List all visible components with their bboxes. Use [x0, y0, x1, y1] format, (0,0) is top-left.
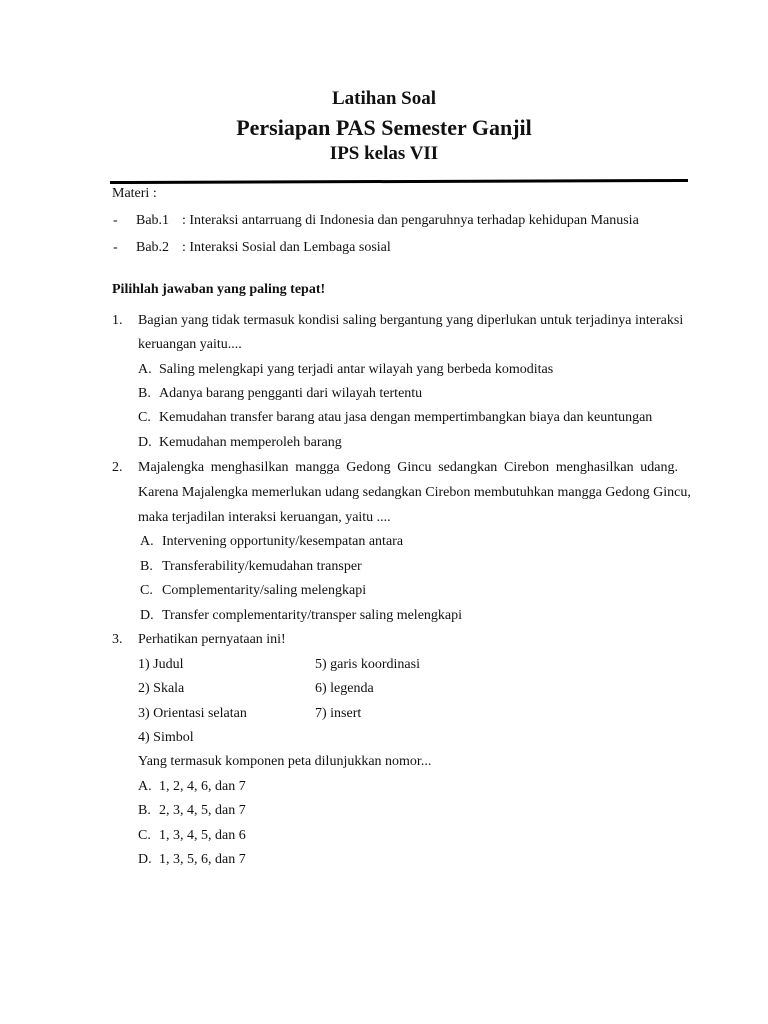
option-letter: B.: [138, 386, 151, 401]
option-letter: B.: [138, 803, 151, 818]
option-text: Transfer complementarity/transper saling melengkapi: [162, 608, 463, 623]
option-letter: D.: [140, 608, 154, 623]
option-letter: D.: [138, 435, 152, 450]
option-letter: D.: [138, 852, 152, 867]
document-subtitle: Persiapan PAS Semester Ganjil: [236, 115, 532, 140]
map-component-item: 1) Judul: [138, 657, 184, 672]
map-component-item: 3) Orientasi selatan: [138, 706, 247, 721]
option-letter: A.: [138, 779, 152, 794]
document-title: Latihan Soal: [331, 88, 436, 109]
map-component-item: 5) garis koordinasi: [315, 657, 420, 672]
question-number: 2.: [112, 460, 123, 475]
map-component-item: 4) Simbol: [138, 730, 194, 745]
option-letter: A.: [140, 534, 154, 549]
option-letter: C.: [140, 583, 153, 598]
question-number: 1.: [112, 313, 123, 328]
document-class-title: IPS kelas VII: [329, 143, 439, 164]
map-component-item: 7) insert: [315, 706, 362, 721]
option-letter: C.: [138, 410, 151, 425]
header-divider: [110, 179, 688, 184]
question-text-line: Karena Majalengka memerlukan udang sedangkan Cirebon membutuhkan mangga Gedong Gincu,: [138, 485, 691, 500]
option-letter: C.: [138, 828, 151, 843]
option-text: 1, 2, 4, 6, dan 7: [159, 779, 246, 794]
option-text: Kemudahan transfer barang atau jasa dengan mempertimbangkan biaya dan keuntungan: [159, 410, 653, 425]
option-letter: B.: [140, 559, 153, 574]
map-component-item: 6) legenda: [315, 681, 374, 696]
question-text-line: maka terjadilan interaksi keruangan, yaitu ....: [138, 510, 391, 525]
question-number: 3.: [112, 632, 123, 647]
map-component-item: 2) Skala: [138, 681, 185, 696]
instruction-text: Pilihlah jawaban yang paling tepat!: [112, 282, 326, 297]
materi-bullet: -: [113, 213, 118, 228]
question-text-line: Majalengka menghasilkan mangga Gedong Gincu sedangkan Cirebon menghasilkan udang.: [138, 460, 678, 475]
question-text-line: Perhatikan pernyataan ini!: [138, 632, 286, 647]
question-text-line: keruangan yaitu....: [138, 337, 242, 352]
materi-bullet: -: [113, 240, 118, 255]
materi-label: Materi :: [112, 186, 157, 201]
option-text: Saling melengkapi yang terjadi antar wilayah yang berbeda komoditas: [159, 362, 554, 377]
option-text: 2, 3, 4, 5, dan 7: [159, 803, 246, 818]
option-letter: A.: [138, 362, 152, 377]
question-text-line: Bagian yang tidak termasuk kondisi saling bergantung yang diperlukan untuk terjadinya interaksi: [138, 313, 684, 328]
question-prompt: Yang termasuk komponen peta dilunjukkan nomor...: [138, 754, 432, 769]
materi-bab: Bab.1: [136, 213, 170, 228]
option-text: Complementarity/saling melengkapi: [162, 583, 367, 598]
option-text: Adanya barang pengganti dari wilayah tertentu: [159, 386, 423, 401]
option-text: Transferability/kemudahan transper: [162, 559, 362, 574]
option-text: 1, 3, 4, 5, dan 6: [159, 828, 246, 843]
materi-description: : Interaksi Sosial dan Lembaga sosial: [182, 240, 391, 255]
materi-description: : Interaksi antarruang di Indonesia dan pengaruhnya terhadap kehidupan Manusia: [182, 213, 639, 228]
materi-bab: Bab.2: [136, 240, 170, 255]
option-text: Kemudahan memperoleh barang: [159, 435, 342, 450]
option-text: 1, 3, 5, 6, dan 7: [159, 852, 246, 867]
option-text: Intervening opportunity/kesempatan antara: [162, 534, 404, 549]
